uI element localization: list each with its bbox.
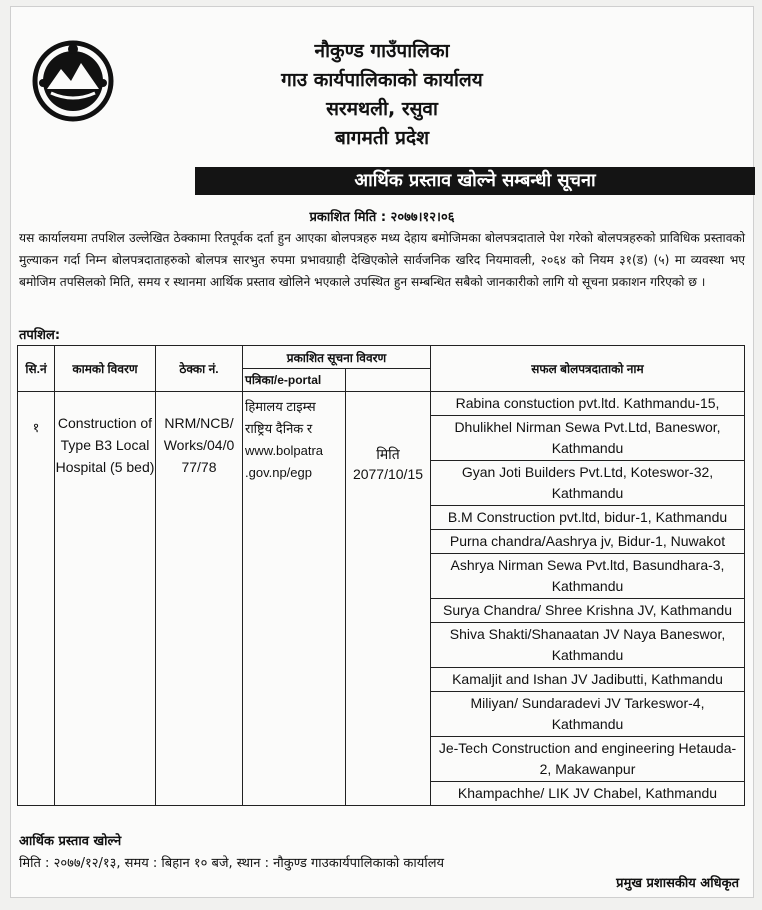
row-date-label: मिति (376, 446, 400, 462)
header-paper-portal: पत्रिका/e-portal (243, 369, 346, 392)
notice-page (10, 6, 754, 898)
footer-details: मिति : २०७७/१२/१३, समय : बिहान १० बजे, स्थान : नौकुण्ड गाउकार्यपालिकाको कार्यालय (19, 856, 445, 871)
details-label: तपशिल: (19, 328, 61, 343)
row-work: Construction of Type B3 Local Hospital (5 bed) (55, 392, 156, 806)
bidder-item: Purna chandra/Aashrya jv, Bidur-1, Nuwakot (431, 530, 744, 554)
header-bidders: सफल बोलपत्रदाताको नाम (431, 346, 745, 392)
municipality-name: नौकुण्ड गाउँपालिका (314, 40, 450, 62)
notice-title: आर्थिक प्रस्ताव खोल्ने सम्बन्धी सूचना (195, 167, 755, 195)
header-sn: सि.नं (18, 346, 55, 392)
bidder-item: Kamaljit and Ishan JV Jadibutti, Kathmandu (431, 668, 744, 692)
bidder-item: Rabina constuction pvt.ltd. Kathmandu-15, (431, 392, 744, 416)
bidder-item: Surya Chandra/ Shree Krishna JV, Kathmandu (431, 599, 744, 623)
header-published-notice: प्रकाशित सूचना विवरण (243, 346, 431, 369)
bid-table (17, 345, 745, 806)
header-contract-no: ठेक्का नं. (156, 346, 243, 392)
office-header (11, 37, 753, 153)
row-date: 2077/10/15 (352, 466, 424, 482)
bidder-item: Gyan Joti Builders Pvt.Ltd, Koteswor-32, Kathmandu (431, 461, 744, 506)
bidder-item: Shiva Shakti/Shanaatan JV Naya Baneswor, Kathmandu (431, 623, 744, 668)
row-contract-no: NRM/NCB/ Works/04/0 77/78 (156, 392, 243, 806)
province-name: बागमती प्रदेश (334, 127, 429, 149)
row-paper: हिमालय टाइम्स राष्ट्रिय दैनिक र www.bolpatra .gov.np/egp (243, 392, 346, 806)
row-date-cell (346, 392, 431, 806)
bidder-item: Miliyan/ Sundaradevi JV Tarkeswor-4, Kathmandu (431, 692, 744, 737)
row-bidders (431, 392, 745, 806)
publish-date: प्रकाशित मिति : २०७७।१२।०६ (309, 210, 455, 225)
bidder-item: Dhulikhel Nirman Sewa Pvt.Ltd, Baneswor, Kathmandu (431, 416, 744, 461)
signature-title: प्रमुख प्रशासकीय अधिकृत (616, 876, 739, 891)
footer-title: आर्थिक प्रस्ताव खोल्ने (19, 834, 122, 849)
office-location: सरमथली, रसुवा (326, 98, 438, 120)
intro-paragraph: यस कार्यालयमा तपशिल उल्लेखित ठेक्कामा रितपूर्वक दर्ता हुन आएका बोलपत्रहरु मध्य देहाय बमोजिमका बोलपत्रदाताले पेश गरेको बोलपत्रहरुको प्राविधिक प्रस्तावको मुल्याकन गर्दा निम्न बोलपत्रदाताहरुको बोलपत्र सारभुत रुपमा प्रभावग्राही देखिएकोले सार्वजनिक खरिद नियमावली, २०६४ को नियम ३१(ड) (५) मा व्यवस्था भए बमोजिम तपसिलको मिति, समय र स्थानमा आर्थिक प्रस्ताव खोलिने भएकाले उपस्थित हुन सम्बन्धित सबैको जानकारीको लागि यो सूचना प्रकाशन गरिएको छ । (19, 231, 745, 289)
bidder-item: Ashrya Nirman Sewa Pvt.ltd, Basundhara-3, Kathmandu (431, 554, 744, 599)
bidder-item: Je-Tech Construction and engineering Hetauda-2, Makawanpur (431, 737, 744, 782)
bidder-item: B.M Construction pvt.ltd, bidur-1, Kathmandu (431, 506, 744, 530)
table-row (18, 392, 745, 806)
row-sn: १ (18, 392, 55, 806)
header-work: कामको विवरण (55, 346, 156, 392)
bidder-item: Khampachhe/ LIK JV Chabel, Kathmandu (457, 785, 718, 801)
header-date-blank (346, 369, 431, 392)
office-name: गाउ कार्यपालिकाको कार्यालय (281, 69, 483, 91)
